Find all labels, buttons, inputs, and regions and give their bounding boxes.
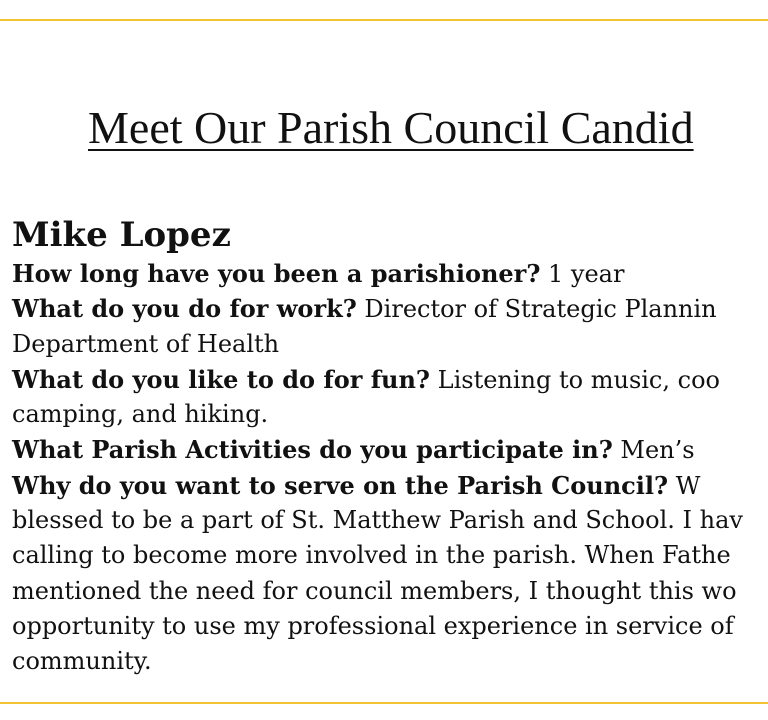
answer-fun: Listening to music, coo [437, 365, 720, 394]
answer-why-serve: W [675, 471, 701, 500]
qa-line [12, 362, 768, 397]
answer-work-continued: Department of Health [12, 329, 280, 358]
top-divider [0, 19, 768, 21]
page-title: Meet Our Parish Council Candid [88, 102, 694, 153]
answer-work: Director of Strategic Plannin [364, 295, 717, 324]
answer-tenure: 1 year [548, 260, 625, 288]
candidate-name: Mike Lopez [12, 215, 231, 255]
answer-why-serve-continued: mentioned the need for council members, I thought this wo [12, 576, 737, 605]
answer-why-serve-continued: community. [12, 647, 152, 676]
candidate-qa [12, 256, 768, 680]
question-work: What do you do for work? [12, 294, 357, 324]
question-why-serve: Why do you want to serve on the Parish Council? [12, 470, 669, 500]
qa-line [12, 609, 768, 644]
answer-why-serve-continued: calling to become more involved in the parish. When Fathe [12, 541, 731, 570]
qa-line [12, 503, 768, 538]
question-activities: What Parish Activities do you participate in? [12, 435, 613, 465]
qa-line [12, 327, 768, 362]
qa-line [12, 432, 768, 467]
qa-line [12, 397, 768, 432]
qa-line [12, 468, 768, 503]
qa-line [12, 644, 768, 679]
qa-line [12, 574, 768, 609]
answer-why-serve-continued: blessed to be a part of St. Matthew Parish and School. I hav [12, 506, 743, 535]
bottom-divider [0, 702, 768, 704]
qa-line [12, 256, 768, 291]
qa-line [12, 291, 768, 326]
answer-activities: Men’s [620, 436, 695, 465]
qa-line [12, 538, 768, 573]
question-tenure: How long have you been a parishioner? [12, 259, 541, 288]
question-fun: What do you like to do for fun? [12, 364, 430, 394]
answer-fun-continued: camping, and hiking. [12, 400, 269, 429]
answer-why-serve-continued: opportunity to use my professional experience in service of [12, 611, 734, 640]
